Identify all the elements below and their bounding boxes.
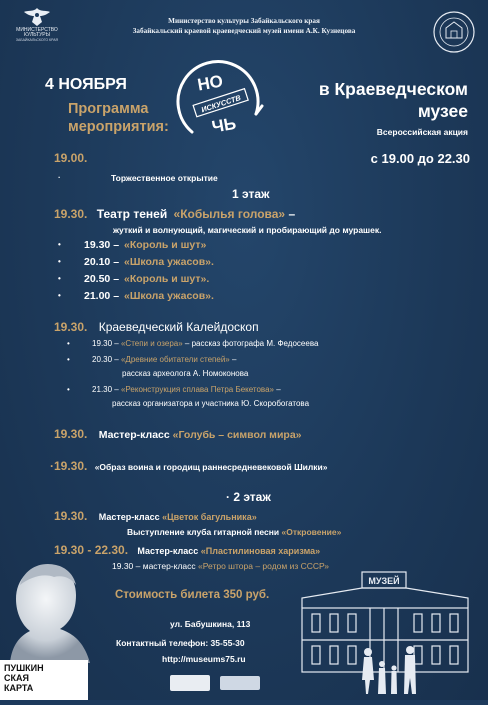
night-of-arts-logo [172,52,267,152]
masterclass-dove-line: 19.30. Мастер-класс «Голубь – символ мира» [54,427,302,441]
warrior-time: ·19.30. [50,459,88,473]
kaleidoscope-item-3-line2: рассказ организатора и участника Ю. Скоробогатова [112,399,310,408]
floor1-heading: 1 этаж [232,187,270,201]
theatre-line [54,207,295,221]
theatre-name: «Кобылья голова» [173,207,286,221]
list-item: • 19.30 – «Степи и озера» – рассказ фотографа М. Федосеева [67,339,319,348]
kaleidoscope-title: Краеведческий Калейдоскоп [98,320,259,334]
warrior-line [50,459,327,473]
pushkin-bust-image [0,555,110,670]
event-date: 4 НОЯБРЯ [45,76,127,93]
masterclass-dove-title: «Голубь – символ мира» [172,429,302,441]
theatre-suffix: – [285,207,296,221]
sponsor-logo-1 [170,675,210,691]
program-title: Программа мероприятия: [68,101,169,135]
opening-time: 19.00. [54,151,88,165]
floor2-heading: · 2 этаж [226,490,271,504]
kaleidoscope-time: 19.30. [54,320,88,334]
pushkin-card-badge: ПУШКИН СКАЯ КАРТА [0,660,88,700]
contact-phone: Контактный телефон: 35-55-30 [116,638,245,648]
website-link[interactable]: http://museums75.ru [162,654,246,664]
guitar-line: Выступление клуба гитарной песни «Откровение» [127,527,342,537]
ministry-logo-line2: КУЛЬТУРЫ [23,32,51,38]
ministry-logo-line3: ЗАБАЙКАЛЬСКОГО КРАЯ [15,38,59,42]
ministry-logo-line1: МИНИСТЕРСТВО [16,27,58,33]
list-item: • 21.30 – «Реконструкция сплава Петра Бекетова» – [67,385,281,394]
night-logo-top: НО [195,71,225,95]
curtain-line: 19.30 – мастер-класс «Ретро штора – родом из СССР» [112,561,329,571]
header-museum: Забайкальский краевой краеведческий музей имени А.К. Кузнецова [132,27,356,35]
museum-sign: МУЗЕЙ [368,576,400,586]
sponsor-logo-2 [220,676,260,690]
opening-text: Торжественное открытие [111,173,218,183]
masterclass-dove-time: 19.30. [54,427,88,441]
warrior-title: «Образ воина и городищ раннесредневековой Шилки» [94,462,328,472]
list-item: • 20.30 – «Древние обитатели степей» – [67,355,237,364]
masterclass-flower-line: 19.30. Мастер-класс «Цветок багульника» [54,509,257,523]
museum-building-image [292,568,480,705]
kaleidoscope-item-2-line2: рассказ археолога А. Номоконова [122,369,249,378]
ticket-price: Стоимость билета 350 руб. [115,589,270,601]
plasticine-line: 19.30 - 22.30. Мастер-класс «Пластилиновая харизма» [54,543,321,557]
night-logo-middle: ИСКУССТВ [200,93,242,115]
action-label: Всероссийская акция [376,127,468,137]
theatre-time: 19.30. [54,207,88,221]
address: ул. Бабушкина, 113 [170,619,251,629]
event-poster: МИНИСТЕРСТВО КУЛЬТУРЫ ЗАБАЙКАЛЬСКОГО КРАЯ Министерство культуры Забайкальского края Забайкальский краевой краеведческий музей имени А.К. Кузнецова НО ИСКУССТВ ЧЬ 4 НОЯБРЯ Программа мероприятия: в Краеведческом музее Всероссийская акция с 19.00 до 22.30 19.00. · Торжественное открытие 1 этаж 19.30. Театр теней «Кобылья голова» – жуткий и волнующий, магический и пробирающий до мурашек. • 19.30 – «Король и шут» • 20.10 – «Школа ужасов». • 20.50 – «Король и шут». • 21.00 – «Школа ужасов». 19.30. Краеведческий Калейдоскоп • 19.30 – «Степи и озера» – рассказ фотографа М. Федосеева • 20.30 – «Древние обитатели степей» – рассказ археолога А. Номоконова • 21.30 – «Реконструкция сплава Петра Бекетова» – рассказ организатора и участника Ю. Скоробогатова 19.30. Мастер-класс «Голубь – символ мира» ·19.30. «Образ воина и городищ раннесредневековой Шилки» · 2 этаж 19.30. Мастер-класс «Цветок багульника» Выступление клуба гитарной песни «Откровение» 19.30 - 22.30. Мастер-класс «Пластилиновая харизма» 19.30 – мастер-класс «Ретро штора – родом из СССР» ПУШКИН СКАЯ КАРТА Стоимость билета 350 руб. ул. Бабушкина, 113 Контактный телефон: 35-55-30 http://museums75.ru МУЗЕЙ [0,0,488,700]
opening-bullet: · [58,173,61,182]
header-ministry: Министерство культуры Забайкальского края [168,17,320,25]
museum-seal-icon [432,10,476,59]
night-logo-bottom: ЧЬ [210,113,238,137]
time-range: с 19.00 до 22.30 [370,151,470,166]
theatre-description: жуткий и волнующий, магический и пробирающий до мурашек. [113,225,382,235]
kaleidoscope-line [54,320,259,334]
theatre-prefix: Театр теней [96,207,168,221]
venue-title: в Краеведческом музее [318,79,468,121]
